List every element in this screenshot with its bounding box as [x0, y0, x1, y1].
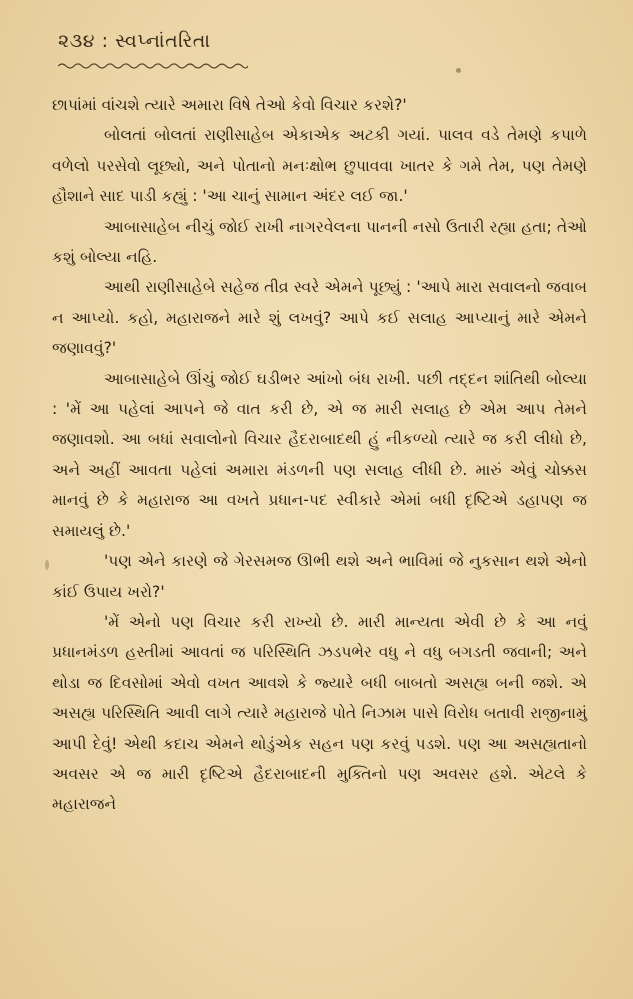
header-wavy-rule	[58, 62, 248, 70]
paragraph: આથી રાણીસાહેબે સહેજ તીવ્ર સ્વરે એમને પૂછ્યું : 'આપે મારા સવાલનો જવાબ ન આપ્યો. કહો, મહારાજને મારે શું લખવું? આપે કઈ સલાહ આપ્યાનું મારે એમને જણાવવું?'	[52, 278, 587, 358]
paragraph: બોલતાં બોલતાં રાણીસાહેબ એકાએક અટકી ગયાં. પાલવ વડે તેમણે કપાળે વળેલો પરસેવો લૂછ્યો, અને પોતાનો મનઃક્ષોભ છુપાવવા ખાતર કે ગમે તેમ, પણ તેમણે હૌશાને સાદ પાડી કહ્યું : 'આ ચાનું સામાન અંદર લઈ જા.'	[52, 126, 587, 206]
ink-speck	[45, 560, 49, 570]
page-number: ૨૩૪	[58, 30, 96, 52]
running-title: સ્વપ્નાંતરિતા	[115, 30, 211, 52]
paragraph: 'મેં એનો પણ વિચાર કરી રાખ્યો છે. મારી માન્યતા એવી છે કે આ નવું પ્રધાનમંડળ હસ્તીમાં આવતાં જ પરિસ્થિતિ ઝડપભેર વધુ ને વધુ બગડતી જવાની; અને થોડા જ દિવસોમાં એવો વખત આવશે કે જ્યારે બધી બાબતો અસહ્ય બની જશે. એ અસહ્ય પરિસ્થિતિ આવી લાગે ત્યારે મહારાજે પોતે નિઝામ પાસે વિરોધ બતાવી રાજીનામું આપી દેવું! એથી કદાચ એમને થોડુંએક સહન પણ કરવું પડશે. પણ આ અસહ્યતાનો અવસર એ જ મારી દૃષ્ટિએ હૈદરાબાદની મુક્તિનો પણ અવસર હશે. એટલે કે મહારાજને	[52, 612, 587, 814]
body-text	[52, 90, 587, 820]
ink-speck	[456, 68, 461, 73]
paragraph: આબાસાહેબ નીચું જોઈ રાખી નાગરવેલના પાનની નસો ઉતારી રહ્યા હતા; તેઓ કશું બોલ્યા નહિ.	[52, 217, 587, 267]
paragraph: છાપાંમાં વાંચશે ત્યારે અમારા વિષે તેઓ કેવો વિચાર કરશે?'	[52, 96, 407, 114]
paragraph: આબાસાહેબે ઊંચું જોઈ ઘડીભર આંખો બંધ રાખી. પછી તદ્દન શાંતિથી બોલ્યા : 'મેં આ પહેલાં આપને જે વાત કરી છે, એ જ મારી સલાહ છે એમ આપ તેમને જણાવશો. આ બધાં સવાલોનો વિચાર હૈદરાબાદથી હું નીકળ્યો ત્યારે જ કરી લીધો છે, અને અહીં આવતા પહેલાં અમારા મંડળની પણ સલાહ લીધી છે. મારું એવું ચોક્કસ માનવું છે કે મહારાજ આ વખતે પ્રધાન-પદ સ્વીકારે એમાં બધી દૃષ્ટિએ ડહાપણ જ સમાયલું છે.'	[52, 369, 587, 540]
running-header	[58, 30, 211, 52]
paragraph: 'પણ એને કારણે જે ગેરસમજ ઊભી થશે અને ભાવિમાં જે નુકસાન થશે એનો કાંઈ ઉપાય ખરો?'	[52, 552, 587, 601]
header-separator: :	[101, 30, 109, 52]
